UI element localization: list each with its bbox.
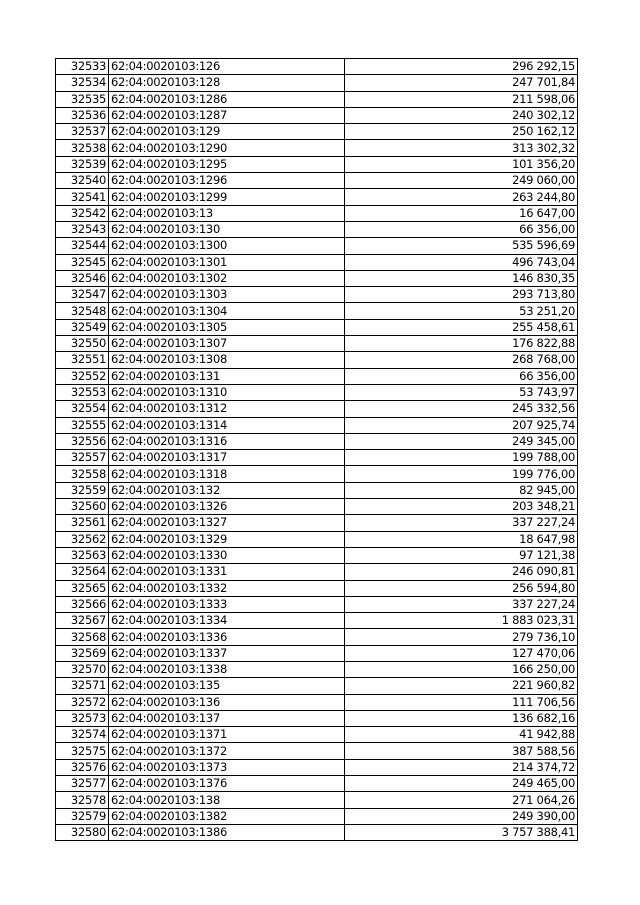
cadastral-number-cell: 62:04:0020103:1299 [109,189,345,205]
cadastral-number-cell: 62:04:0020103:136 [109,694,345,710]
cadastral-number-cell: 62:04:0020103:1295 [109,156,345,172]
cadastral-value-cell: 146 830,35 [345,270,578,286]
table-row [56,91,578,107]
table-row [56,189,578,205]
cadastral-value-cell: 136 682,16 [345,710,578,726]
table-body [56,59,578,841]
cadastral-value-cell: 16 647,00 [345,205,578,221]
cadastral-number-cell: 62:04:0020103:1287 [109,107,345,123]
row-number-cell: 32548 [56,303,109,319]
table-row [56,319,578,335]
row-number-cell: 32555 [56,417,109,433]
table-row [56,270,578,286]
row-number-cell: 32575 [56,743,109,759]
table-row [56,743,578,759]
row-number-cell: 32569 [56,645,109,661]
cadastral-value-cell: 1 883 023,31 [345,613,578,629]
row-number-cell: 32560 [56,499,109,515]
table-row [56,824,578,840]
cadastral-number-cell: 62:04:0020103:1305 [109,319,345,335]
cadastral-number-cell: 62:04:0020103:1330 [109,547,345,563]
row-number-cell: 32570 [56,661,109,677]
cadastral-number-cell: 62:04:0020103:132 [109,482,345,498]
table-row [56,727,578,743]
row-number-cell: 32542 [56,205,109,221]
table-row [56,173,578,189]
table-row [56,694,578,710]
table-row [56,678,578,694]
table-row [56,482,578,498]
row-number-cell: 32540 [56,173,109,189]
cadastral-value-cell: 249 390,00 [345,808,578,824]
row-number-cell: 32562 [56,531,109,547]
table-row [56,531,578,547]
table-row [56,808,578,824]
cadastral-number-cell: 62:04:0020103:1327 [109,515,345,531]
table-row [56,352,578,368]
cadastral-value-cell: 496 743,04 [345,254,578,270]
table-row [56,450,578,466]
cadastral-value-cell: 249 465,00 [345,776,578,792]
row-number-cell: 32556 [56,433,109,449]
table-row [56,401,578,417]
table-row [56,645,578,661]
table-row [56,221,578,237]
cadastral-value-cell: 66 356,00 [345,221,578,237]
cadastral-value-cell: 207 925,74 [345,417,578,433]
table-row [56,287,578,303]
table-row [56,433,578,449]
cadastral-number-cell: 62:04:0020103:129 [109,124,345,140]
table-row [56,661,578,677]
table-row [56,75,578,91]
row-number-cell: 32580 [56,824,109,840]
table-row [56,254,578,270]
cadastral-number-cell: 62:04:0020103:128 [109,75,345,91]
cadastral-number-cell: 62:04:0020103:1290 [109,140,345,156]
cadastral-number-cell: 62:04:0020103:135 [109,678,345,694]
cadastral-number-cell: 62:04:0020103:1372 [109,743,345,759]
cadastral-value-cell: 18 647,98 [345,531,578,547]
table-row [56,368,578,384]
cadastral-value-cell: 337 227,24 [345,596,578,612]
table-row [56,238,578,254]
cadastral-value-cell: 101 356,20 [345,156,578,172]
row-number-cell: 32574 [56,727,109,743]
cadastral-value-cell: 53 743,97 [345,384,578,400]
table-row [56,107,578,123]
cadastral-number-cell: 62:04:0020103:13 [109,205,345,221]
cadastral-value-cell: 279 736,10 [345,629,578,645]
cadastral-number-cell: 62:04:0020103:1326 [109,499,345,515]
cadastral-number-cell: 62:04:0020103:1331 [109,564,345,580]
cadastral-number-cell: 62:04:0020103:1307 [109,336,345,352]
cadastral-number-cell: 62:04:0020103:138 [109,792,345,808]
cadastral-value-cell: 211 598,06 [345,91,578,107]
cadastral-number-cell: 62:04:0020103:1316 [109,433,345,449]
cadastral-value-cell: 250 162,12 [345,124,578,140]
cadastral-value-cell: 176 822,88 [345,336,578,352]
cadastral-value-cell: 82 945,00 [345,482,578,498]
table-row [56,124,578,140]
table-row [56,515,578,531]
cadastral-value-cell: 199 788,00 [345,450,578,466]
row-number-cell: 32534 [56,75,109,91]
row-number-cell: 32539 [56,156,109,172]
cadastral-value-cell: 535 596,69 [345,238,578,254]
row-number-cell: 32558 [56,466,109,482]
row-number-cell: 32551 [56,352,109,368]
table-row [56,466,578,482]
table-row [56,547,578,563]
cadastral-number-cell: 62:04:0020103:1296 [109,173,345,189]
table-row [56,792,578,808]
cadastral-number-cell: 62:04:0020103:1386 [109,824,345,840]
cadastral-number-cell: 62:04:0020103:1302 [109,270,345,286]
row-number-cell: 32552 [56,368,109,384]
cadastral-value-cell: 111 706,56 [345,694,578,710]
cadastral-number-cell: 62:04:0020103:130 [109,221,345,237]
row-number-cell: 32566 [56,596,109,612]
cadastral-number-cell: 62:04:0020103:131 [109,368,345,384]
cadastral-value-cell: 255 458,61 [345,319,578,335]
cadastral-value-table [55,58,578,841]
cadastral-number-cell: 62:04:0020103:1312 [109,401,345,417]
table-row [56,564,578,580]
cadastral-value-cell: 240 302,12 [345,107,578,123]
cadastral-number-cell: 62:04:0020103:1304 [109,303,345,319]
table-row [56,596,578,612]
row-number-cell: 32554 [56,401,109,417]
row-number-cell: 32535 [56,91,109,107]
row-number-cell: 32577 [56,776,109,792]
table-row [56,140,578,156]
table-row [56,759,578,775]
row-number-cell: 32565 [56,580,109,596]
row-number-cell: 32561 [56,515,109,531]
cadastral-number-cell: 62:04:0020103:1301 [109,254,345,270]
table-row [56,580,578,596]
cadastral-number-cell: 62:04:0020103:1337 [109,645,345,661]
cadastral-number-cell: 62:04:0020103:1338 [109,661,345,677]
cadastral-number-cell: 62:04:0020103:1373 [109,759,345,775]
row-number-cell: 32568 [56,629,109,645]
cadastral-value-cell: 41 942,88 [345,727,578,743]
row-number-cell: 32563 [56,547,109,563]
row-number-cell: 32557 [56,450,109,466]
cadastral-number-cell: 62:04:0020103:1333 [109,596,345,612]
cadastral-value-cell: 127 470,06 [345,645,578,661]
cadastral-number-cell: 62:04:0020103:1332 [109,580,345,596]
cadastral-number-cell: 62:04:0020103:126 [109,59,345,75]
row-number-cell: 32533 [56,59,109,75]
cadastral-value-cell: 293 713,80 [345,287,578,303]
cadastral-number-cell: 62:04:0020103:1382 [109,808,345,824]
table-row [56,156,578,172]
cadastral-value-cell: 97 121,38 [345,547,578,563]
row-number-cell: 32573 [56,710,109,726]
cadastral-number-cell: 62:04:0020103:1314 [109,417,345,433]
cadastral-number-cell: 62:04:0020103:1317 [109,450,345,466]
cadastral-value-cell: 3 757 388,41 [345,824,578,840]
row-number-cell: 32544 [56,238,109,254]
row-number-cell: 32549 [56,319,109,335]
cadastral-value-cell: 271 064,26 [345,792,578,808]
cadastral-value-cell: 337 227,24 [345,515,578,531]
cadastral-number-cell: 62:04:0020103:1300 [109,238,345,254]
cadastral-number-cell: 62:04:0020103:1303 [109,287,345,303]
table-row [56,59,578,75]
cadastral-value-cell: 245 332,56 [345,401,578,417]
row-number-cell: 32537 [56,124,109,140]
row-number-cell: 32547 [56,287,109,303]
table-row [56,205,578,221]
cadastral-number-cell: 62:04:0020103:1376 [109,776,345,792]
cadastral-value-cell: 263 244,80 [345,189,578,205]
cadastral-value-cell: 199 776,00 [345,466,578,482]
cadastral-number-cell: 62:04:0020103:1310 [109,384,345,400]
cadastral-number-cell: 62:04:0020103:1371 [109,727,345,743]
row-number-cell: 32543 [56,221,109,237]
cadastral-value-cell: 66 356,00 [345,368,578,384]
cadastral-value-cell: 221 960,82 [345,678,578,694]
row-number-cell: 32559 [56,482,109,498]
table-row [56,629,578,645]
table-row [56,499,578,515]
table-row [56,336,578,352]
table-row [56,417,578,433]
cadastral-value-cell: 214 374,72 [345,759,578,775]
row-number-cell: 32541 [56,189,109,205]
cadastral-value-cell: 249 060,00 [345,173,578,189]
cadastral-value-cell: 268 768,00 [345,352,578,368]
row-number-cell: 32545 [56,254,109,270]
row-number-cell: 32536 [56,107,109,123]
cadastral-value-cell: 387 588,56 [345,743,578,759]
cadastral-number-cell: 62:04:0020103:1336 [109,629,345,645]
row-number-cell: 32578 [56,792,109,808]
row-number-cell: 32546 [56,270,109,286]
cadastral-number-cell: 62:04:0020103:1334 [109,613,345,629]
table-row [56,710,578,726]
row-number-cell: 32550 [56,336,109,352]
row-number-cell: 32572 [56,694,109,710]
row-number-cell: 32571 [56,678,109,694]
cadastral-value-cell: 53 251,20 [345,303,578,319]
row-number-cell: 32576 [56,759,109,775]
table-row [56,303,578,319]
row-number-cell: 32564 [56,564,109,580]
cadastral-value-cell: 249 345,00 [345,433,578,449]
row-number-cell: 32553 [56,384,109,400]
cadastral-number-cell: 62:04:0020103:1318 [109,466,345,482]
cadastral-number-cell: 62:04:0020103:1329 [109,531,345,547]
cadastral-number-cell: 62:04:0020103:137 [109,710,345,726]
cadastral-value-cell: 296 292,15 [345,59,578,75]
table-row [56,776,578,792]
row-number-cell: 32538 [56,140,109,156]
cadastral-value-cell: 246 090,81 [345,564,578,580]
table-row [56,613,578,629]
cadastral-number-cell: 62:04:0020103:1286 [109,91,345,107]
row-number-cell: 32567 [56,613,109,629]
cadastral-value-cell: 247 701,84 [345,75,578,91]
cadastral-value-cell: 203 348,21 [345,499,578,515]
row-number-cell: 32579 [56,808,109,824]
cadastral-value-cell: 313 302,32 [345,140,578,156]
cadastral-number-cell: 62:04:0020103:1308 [109,352,345,368]
cadastral-value-cell: 166 250,00 [345,661,578,677]
cadastral-value-cell: 256 594,80 [345,580,578,596]
table-row [56,384,578,400]
